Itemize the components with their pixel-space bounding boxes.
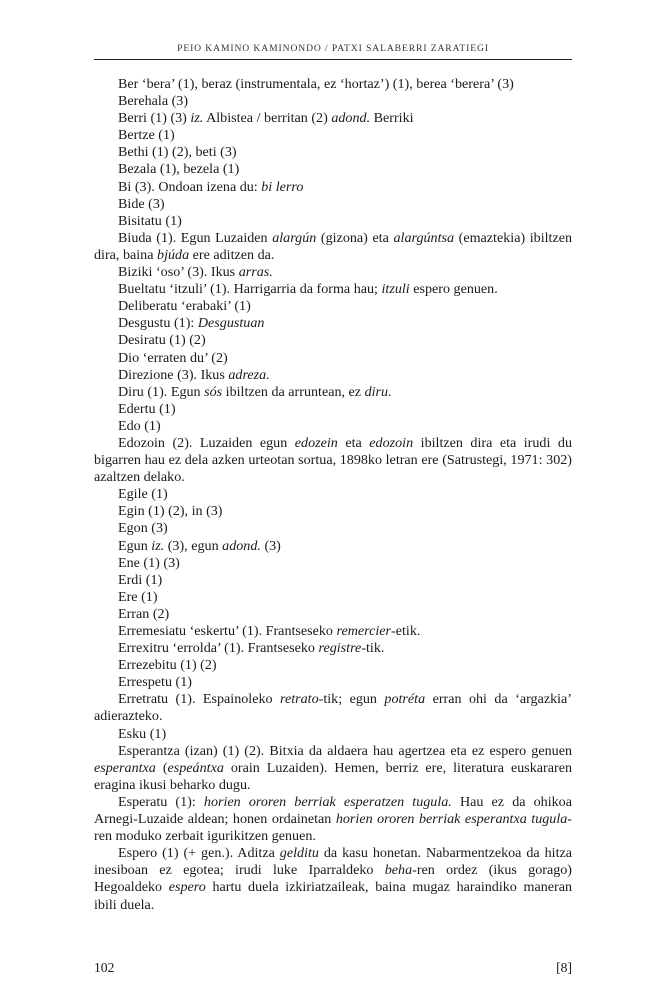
entry-italic-text: iz. — [190, 110, 204, 127]
entry-text: -etik. — [391, 623, 421, 639]
entry-italic-text: adond. — [222, 537, 261, 554]
entry-text: Errexitru ‘errolda’ (1). Frantseseko — [118, 640, 319, 657]
glossary-entry — [94, 743, 572, 794]
entry-text: Albistea / berritan (2) — [203, 110, 332, 127]
header-rule — [94, 59, 572, 60]
glossary-entry — [94, 657, 572, 674]
glossary-entry — [94, 179, 572, 196]
glossary-entry — [94, 794, 572, 845]
glossary-entry — [94, 691, 572, 725]
entry-text: Erremesiatu ‘eskertu’ (1). Frantseseko — [118, 623, 337, 639]
entry-text: Dio ‘erraten du’ (2) — [118, 349, 228, 366]
entry-text: orain Luzaiden). Hemen, berriz ere, literatura euskararen eragina ikusi beharko dugu. — [94, 759, 572, 793]
entry-text: Deliberatu ‘erabaki’ (1) — [118, 298, 251, 315]
entry-italic-text: itzuli — [381, 281, 410, 298]
entry-text: Desgustu (1): — [118, 315, 198, 332]
glossary-entry — [94, 623, 572, 640]
entry-text: da kasu honetan. Nabarmentzekoa da hitza inesiboan ez egotea; irudi luke Iparraldeko — [94, 845, 572, 879]
entry-text: Ene (1) (3) — [118, 554, 180, 571]
entry-italic-text: diru. — [364, 383, 392, 400]
glossary-entry — [94, 435, 572, 486]
glossary-entry — [94, 418, 572, 435]
glossary-entry — [94, 589, 572, 606]
glossary-entry — [94, 196, 572, 213]
page-code: [8] — [556, 960, 572, 975]
glossary-entry — [94, 298, 572, 315]
glossary-entry — [94, 350, 572, 367]
entry-text: espero genuen. — [409, 281, 498, 298]
glossary-entry — [94, 606, 572, 623]
entry-italic-text: horien ororen berriak esperatzen tugula. — [203, 793, 452, 810]
entry-text: Bertze (1) — [118, 127, 175, 144]
glossary-entry — [94, 213, 572, 230]
entry-text: Edo (1) — [118, 417, 161, 434]
entry-text: Berehala (3) — [118, 93, 189, 110]
glossary-entry — [94, 555, 572, 572]
glossary-entry — [94, 503, 572, 520]
entry-text: ibiltzen dira eta irudi du bigarren hau ez dela azken urteotan sortua, 1898ko letran ere (Satrustegi, 1971: 302) azaltzen delako. — [94, 434, 572, 486]
glossary-entry — [94, 93, 572, 110]
running-header: PEIO KAMINO KAMINONDO / PATXI SALABERRI ZARATIEGI — [177, 43, 489, 54]
entry-text: (3) — [260, 537, 281, 554]
entry-text: hartu duela izkiriatzaileak, baina mugaz haraindiko maneran ibili duela. — [94, 879, 573, 913]
entry-text: Errezebitu (1) (2) — [118, 657, 217, 674]
glossary-entry — [94, 845, 572, 913]
entry-text: Egin (1) (2), in (3) — [118, 503, 223, 520]
entry-text: Biuda (1). Egun Luzaiden — [118, 229, 273, 246]
entry-italic-text: potréta — [384, 691, 426, 708]
glossary-entry — [94, 538, 572, 555]
entry-italic-text: adreza. — [228, 366, 270, 383]
entry-italic-text: remercier — [336, 623, 392, 639]
entry-italic-text: Desgustuan — [197, 315, 265, 332]
glossary-entry — [94, 76, 572, 93]
entry-text: -tik; egun — [318, 691, 385, 708]
glossary-entry — [94, 486, 572, 503]
glossary-entry — [94, 144, 572, 161]
entry-text: Hau ez da ohikoa Arnegi-Luzaide aldean; honen ordainetan — [94, 793, 572, 828]
entry-text: Bide (3) — [118, 195, 165, 212]
entry-text: Bueltatu ‘itzuli’ (1). Harrigarria da forma hau; — [118, 281, 382, 298]
entry-italic-text: espero — [168, 879, 206, 896]
entry-text: (3), egun — [164, 537, 223, 554]
entry-text: -ren moduko zerbait igurikitzen genuen. — [94, 811, 572, 845]
entry-text: Ere (1) — [118, 588, 158, 605]
entry-text: (emaztekia) ibiltzen dira, baina — [94, 229, 573, 263]
entry-text: Erretratu (1). Espainoleko — [118, 691, 281, 708]
entry-text: Berriki — [370, 110, 414, 127]
glossary-entry — [94, 161, 572, 178]
entry-italic-text: adond. — [331, 110, 371, 127]
glossary-entry — [94, 384, 572, 401]
entry-text: Edozoin (2). Luzaiden egun — [118, 434, 295, 451]
entry-text: Biziki ‘oso’ (3). Ikus — [118, 264, 239, 281]
entry-text: -tik. — [361, 640, 385, 657]
entry-text: Bezala (1), bezela (1) — [118, 161, 240, 178]
glossary-entry — [94, 332, 572, 349]
entry-text: eta — [337, 434, 370, 451]
glossary-entry — [94, 264, 572, 281]
page-number: 102 — [94, 960, 115, 975]
glossary-entry — [94, 674, 572, 691]
entry-text: erran ohi da ‘argazkia’ adierazteko. — [94, 691, 572, 725]
glossary-entry — [94, 230, 572, 264]
glossary-entry — [94, 572, 572, 589]
entry-text: Diru (1). Egun — [118, 383, 205, 400]
entry-text: Esperantza (izan) (1) (2). Bitxia da aldaera hau agertzea eta ez espero genuen — [118, 742, 572, 759]
glossary-entry — [94, 726, 572, 743]
glossary-entries — [94, 76, 572, 914]
entry-italic-text: bi lerro — [261, 178, 304, 195]
entry-italic-text: esperantxa — [94, 759, 156, 776]
entry-italic-text: espeántxa — [167, 759, 224, 776]
entry-text: Desiratu (1) (2) — [118, 332, 206, 349]
entry-text: ere aditzen da. — [189, 246, 275, 263]
entry-text: Bi (3). Ondoan izena du: — [118, 178, 262, 195]
glossary-entry — [94, 127, 572, 144]
entry-text: Espero (1) (+ gen.). Aditza — [118, 845, 280, 862]
entry-text: Egile (1) — [118, 486, 168, 503]
entry-italic-text: bjúda — [157, 246, 190, 263]
entry-text: Berri (1) (3) — [118, 110, 191, 127]
entry-text: -ren ordez (ikus gorago) Hegoaldeko — [94, 862, 572, 896]
entry-text: Direzione (3). Ikus — [118, 366, 229, 383]
entry-italic-text: alargúntsa — [393, 229, 455, 246]
entry-text: Erran (2) — [118, 605, 170, 622]
entry-text: Ber ‘bera’ (1), beraz (instrumentala, ez ‘hortaz’) (1), berea ‘berera’ (3) — [118, 76, 514, 92]
entry-italic-text: edozein — [294, 434, 338, 451]
entry-italic-text: sós — [204, 383, 223, 400]
glossary-entry — [94, 640, 572, 657]
glossary-entry — [94, 520, 572, 537]
entry-italic-text: horien ororen berriak esperantxa tugula — [335, 811, 568, 828]
entry-text: (gizona) eta — [316, 229, 394, 246]
glossary-entry — [94, 401, 572, 418]
entry-italic-text: gelditu — [279, 845, 319, 862]
glossary-entry — [94, 281, 572, 298]
entry-text: Egon (3) — [118, 520, 168, 537]
entry-italic-text: registre — [318, 640, 362, 657]
entry-italic-text: beha — [384, 862, 413, 879]
entry-text: Edertu (1) — [118, 400, 176, 417]
entry-text: Esku (1) — [118, 725, 167, 742]
glossary-entry — [94, 315, 572, 332]
entry-italic-text: iz. — [151, 537, 165, 554]
entry-italic-text: edozoin — [369, 434, 414, 451]
entry-italic-text: alargún — [272, 229, 317, 246]
entry-text: Errespetu (1) — [118, 674, 192, 691]
entry-text: Bethi (1) (2), beti (3) — [118, 144, 237, 161]
entry-italic-text: retrato — [280, 691, 319, 708]
entry-text: Erdi (1) — [118, 571, 163, 588]
entry-text: ibiltzen da arruntean, ez — [222, 383, 365, 400]
entry-text: Egun — [118, 537, 152, 554]
glossary-entry — [94, 110, 572, 127]
entry-text: Bisitatu (1) — [118, 212, 182, 229]
entry-text: Esperatu (1): — [118, 793, 204, 810]
entry-italic-text: arras. — [238, 264, 273, 281]
glossary-entry — [94, 367, 572, 384]
entry-text: ( — [155, 759, 168, 776]
